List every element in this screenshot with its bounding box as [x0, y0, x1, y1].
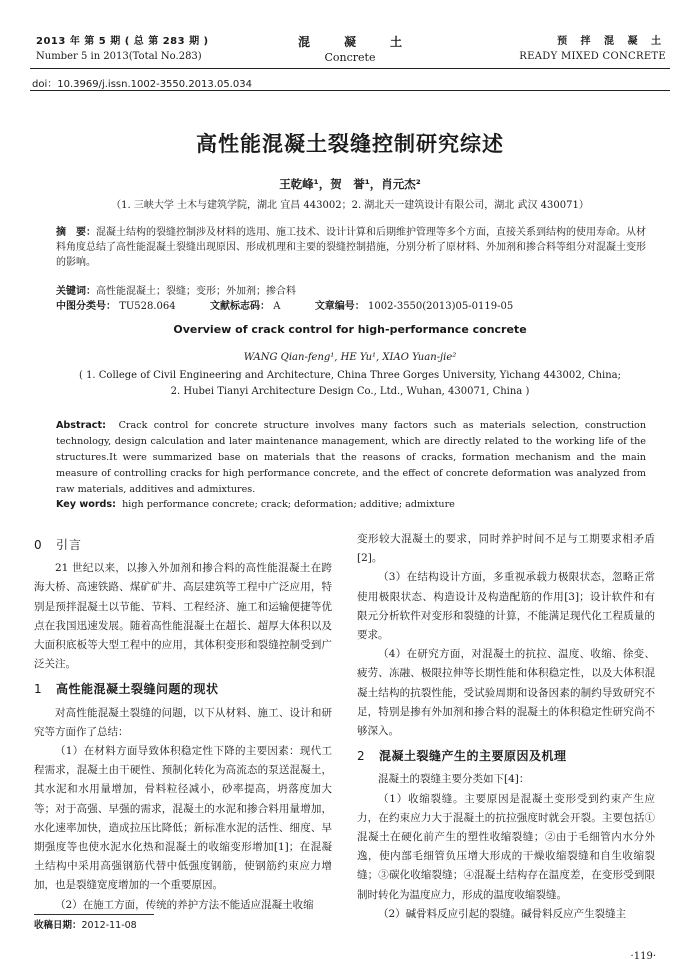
abstract-cn-label: 摘 要：: [56, 227, 96, 238]
section-title: 高性能混凝土裂缝问题的现状: [56, 682, 219, 697]
paragraph: 对高性能混凝土裂缝的问题，以下从材料、施工、设计和研究等方面作了总结：: [34, 706, 332, 738]
issue-en: Number 5 in 2013(Total No.283): [36, 51, 202, 62]
section-number: 0: [34, 538, 43, 552]
clc-label: 中图分类号：: [56, 301, 116, 312]
paper-title-en: Overview of crack control for high-performance concrete: [173, 323, 527, 336]
affiliation-en: [0, 368, 700, 400]
abstract-cn-text: 混凝土结构的裂缝控制涉及材料的选用、施工技术、设计计算和后期维护管理等多个方面，直接关系到结构的使用寿命。从材料角度总结了高性能混凝土裂缝出现原因、形成机理和主要的裂缝控制措施，分别分析了原材料、外加剂和掺合料等组分对混凝土变形的影响。: [56, 227, 646, 268]
page-number: ·119·: [630, 951, 656, 962]
journal-name-en: Concrete: [324, 51, 376, 64]
issue-cn: 2013 年 第 5 期 ( 总 第 283 期 ): [36, 36, 209, 47]
classification-row: [56, 299, 656, 314]
paragraph: 变形较大混凝土的要求，同时养护时间不足与工期要求相矛盾[2]。: [357, 533, 655, 565]
keywords-cn-text: 高性能混凝土；裂缝；变形；外加剂；掺合料: [96, 286, 296, 297]
affiliation-en-line: 2. Hubei Tianyi Architecture Design Co., Ltd., Wuhan, 430071, China ): [170, 386, 530, 397]
doi: doi：10.3969/j.issn.1002-3550.2013.05.034: [32, 79, 252, 90]
header-rule: [30, 68, 670, 69]
journal-header: [0, 0, 700, 70]
section-number: 2: [357, 749, 366, 764]
keywords-cn: [56, 284, 656, 299]
paragraph: 混凝土的裂缝主要分类如下[4]：: [378, 773, 530, 786]
affiliation-en-line: ( 1. College of Civil Engineering and Architecture, China Three Gorges University, Yichang 443002, China;: [78, 370, 622, 381]
section-title: 混凝土裂缝产生的主要原因及机理: [379, 749, 567, 764]
footnote-rule: [34, 914, 154, 915]
header-section: [519, 34, 666, 64]
abstract-en-label: Abstract:: [56, 420, 106, 431]
keywords-en: [56, 497, 656, 513]
received-date: [34, 917, 137, 931]
paper-title-cn: 高性能混凝土裂缝控制研究综述: [196, 132, 504, 156]
received-date-label: 收稿日期：: [34, 920, 82, 931]
body-column-right: [357, 530, 655, 924]
doi-rule: [30, 90, 670, 91]
clc-value: TU528.064: [119, 301, 176, 312]
section-en: READY MIXED CONCRETE: [519, 51, 666, 62]
section-number: 1: [34, 682, 43, 697]
paragraph: （2）在施工方面，传统的养护方法不能适应混凝土收缩: [55, 898, 314, 911]
meta-cn: [56, 284, 656, 314]
paragraph: 21 世纪以来，以掺入外加剂和掺合料的高性能混凝土在跨海大桥、高速铁路、煤矿矿井、高层建筑等工程中广泛应用，特别是预拌混凝土以节能、节料、工程经济、施工和运输便捷等优点在我国迅速发展。随着高性能混凝土在超长、超厚大体积以及大面积底板等大型工程中的应用，其体积变形和裂缝控制受到广泛关注。: [34, 562, 332, 671]
body-column-left: [34, 530, 332, 915]
keywords-en-text: high performance concrete; crack; deformation; additive; admixture: [122, 499, 455, 510]
section-heading-1: [34, 680, 332, 699]
authors-cn: 王乾峰¹，贺 誉¹，肖元杰²: [279, 177, 421, 191]
paragraph: （3）在结构设计方面，多重视承载力极限状态，忽略正常使用极限状态、构造设计及构造配筋的作用[3]；设计软件和有限元分析软件对变形和裂缝的计算，不能满足现代化工程质量的要求。: [357, 571, 655, 642]
abstract-en-text: Crack control for concrete structure involves many factors such as materials selection, construction technology, design calculation and later maintenance management, which are directly related to the working life of the structures.It were summarized base on materials that the reasons of cracks, formation mechanism and the main measure of controlling cracks for high performance concrete, and the effect of concrete deformation was analyzed from raw materials, additives and admixtures.: [56, 420, 646, 495]
section-title: 引言: [56, 538, 83, 552]
abstract-cn: [56, 225, 646, 270]
abstract-en: [56, 418, 646, 498]
paragraph: （4）在研究方面，对混凝土的抗拉、温度、收缩、徐变、疲劳、冻融、极限拉伸等长期性能和体积稳定性，以及大体积混凝土结构的抗裂性能，受试验周期和设备因素的制约导致研究不足，特别是掺有外加剂和掺合料的混凝土的体积稳定性研究尚不够深入。: [357, 648, 655, 738]
paragraph: （1）在材料方面导致体积稳定性下降的主要因素：现代工程需求，混凝土由干硬性、预制化转化为高流态的泵送混凝土，其水泥和水用量增加，骨料粒径减小，砂率提高，坍落度加大等；对于高强、早强的需求，混凝土的水泥和掺合料用量增加，水化速率加快，造成拉压比降低；新标准水泥的活性、细度、早期强度等也使水泥水化热和混凝土的收缩变形增加[1]；在混凝土结构中采用高强钢筋代替中低强度钢筋，使钢筋约束应力增加，也是裂缝宽度增加的一个重要原因。: [34, 745, 332, 892]
keywords-cn-label: 关键词：: [56, 286, 96, 297]
received-date-value: 2012-11-08: [81, 920, 137, 931]
keywords-en-label: Key words:: [56, 499, 116, 510]
article-no-value: 1002-3550(2013)05-0119-05: [368, 301, 514, 312]
section-heading-0: [34, 536, 332, 555]
section-heading-2: [357, 747, 655, 766]
doc-code-value: A: [273, 301, 281, 312]
article-no-label: 文章编号：: [314, 301, 365, 312]
paragraph: （1）收缩裂缝。主要原因是混凝土变形受到约束产生应力，在约束应力大于混凝土的抗拉强度时就会开裂。主要包括①混凝土在硬化前产生的塑性收缩裂缝；②由于毛细管内水分外逸，使内部毛细管负压增大形成的干燥收缩裂缝和自生收缩裂缝；③碳化收缩裂缝；④混凝土结构存在温度差，在变形受到限制时转化为温度应力，形成的温度收缩裂缝。: [357, 792, 655, 901]
affiliation-cn: （1. 三峡大学 土木与建筑学院，湖北 宜昌 443002；2. 湖北天一建筑设计有限公司，湖北 武汉 430071）: [111, 200, 589, 211]
section-cn: 预 拌 混 凝 土: [557, 36, 666, 47]
paragraph: （2）碱骨料反应引起的裂缝。碱骨料反应产生裂缝主: [378, 907, 627, 920]
authors-en: WANG Qian-feng¹, HE Yu¹, XIAO Yuan-jie²: [243, 352, 457, 363]
doc-code-label: 文献标志码：: [210, 301, 271, 312]
journal-name-cn: 混凝土: [297, 35, 436, 49]
